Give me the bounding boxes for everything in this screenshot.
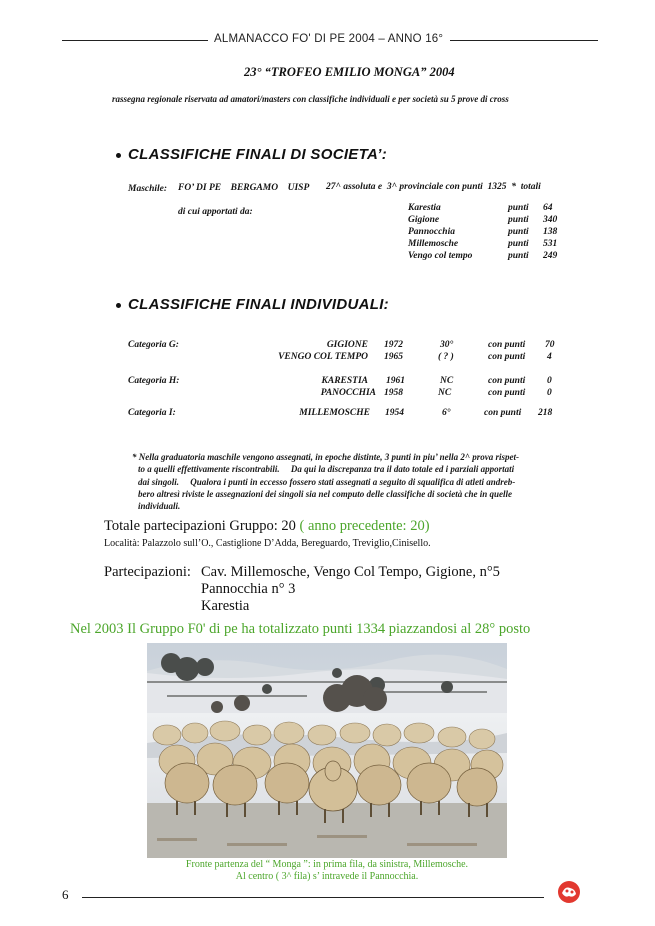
list-item [408,239,568,251]
society-heading [116,146,387,163]
row-unit: con punti [488,376,526,386]
header-rule-left [62,40,208,41]
contribution-points: 340 [543,215,558,225]
row-unit: con punti [488,352,526,362]
participations-line1: Cav. Millemosche, Vengo Col Tempo, Gigione, n°5 [201,564,500,580]
row-athlete: PANOCCHIA [320,388,376,398]
contribution-name: Gigione [408,215,440,225]
contribution-unit: punti [508,215,529,225]
contribution-name: Karestia [408,203,441,213]
contribution-points: 138 [543,227,558,237]
totals-previous: ( anno precedente: 20) [299,518,430,534]
row-place: NC [440,376,454,386]
caption-line: Al centro ( 3^ fila) s’ intravede il Pannocchia. [235,871,419,882]
row-year: 1965 [384,352,403,362]
individual-table [128,336,568,426]
trophy-subtitle: rassegna regionale riservata ad amatori/masters con classifiche individuali e per società su 5 prove di cross [112,94,509,104]
row-points: 218 [538,408,553,418]
row-points: 4 [547,352,552,362]
contribution-points: 531 [543,239,558,249]
bullet-icon [116,153,121,158]
footnote-line: dai singoli. Qualora i punti in eccesso fossero stati assegnati a seguito di squalifica di atleti andreb- [138,476,516,487]
footnote-line: individuali. [138,501,181,512]
totals-line [104,518,430,535]
footnote-line: * Nella graduatoria maschile vengono assegnati, in epoche distinte, 3 punti in piu’ nella 2^ prova rispet- [132,452,519,462]
participations-line2: Pannocchia n° 3 [201,581,296,597]
society-heading-text: CLASSIFICHE FINALI DI SOCIETA’: [128,146,388,163]
row-year: 1954 [385,408,404,418]
list-item [408,251,568,263]
table-row [128,408,568,420]
totals-text: Totale partecipazioni Gruppo: 20 [104,518,296,534]
caption-line: Fronte partenza del “ Monga ”: in prima fila, da sinistra, Millemosche. [185,859,469,870]
row-athlete: VENGO COL TEMPO [278,352,368,362]
row-points: 0 [547,376,552,386]
photo-caption [147,859,507,883]
society-label: Maschile: [128,184,168,194]
contribution-name: Vengo col tempo [408,251,473,261]
row-athlete: GIGIONE [326,340,368,350]
contribution-name: Millemosche [408,239,459,249]
contribution-name: Pannocchia [408,227,455,237]
summary-2003: Nel 2003 Il Gruppo F0' di pe ha totalizzato punti 1334 piazzandosi al 28° posto [70,621,531,637]
table-row [128,340,568,352]
row-place: 6° [442,408,451,418]
table-row [128,388,568,400]
contribution-points: 64 [543,203,553,213]
row-unit: con punti [488,340,526,350]
individual-heading [116,296,389,313]
row-place: NC [438,388,452,398]
society-result: 27^ assoluta e 3^ provinciale con punti 1325 * totali [326,182,541,192]
row-unit: con punti [488,388,526,398]
footer-rule [82,897,544,898]
contribution-points: 249 [543,251,558,261]
page-number: 6 [62,887,69,902]
individual-heading-text: CLASSIFICHE FINALI INDIVIDUALI: [128,296,389,313]
society-contrib-label: di cui apportati da: [178,207,253,217]
bullet-icon [116,303,121,308]
row-unit: con punti [484,408,522,418]
list-item [408,215,568,227]
footnote-line: to a quelli effettivamente riscontrabili. Da qui la discrepanza tra il dato totale ed i parziali apportati [138,464,515,475]
society-club: FO’ DI PE BERGAMO UISP [178,183,310,193]
club-logo-icon [556,879,582,905]
localities: Località: Palazzolo sull’O., Castiglione D’Adda, Bereguardo, Treviglio,Cinisello. [104,538,431,549]
row-place: ( ? ) [438,352,454,362]
contribution-unit: punti [508,251,529,261]
row-category: Categoria H: [128,376,180,386]
row-place: 30° [440,340,454,350]
footnote-line: bero altresì riviste le assegnazioni dei singoli sia nel computo delle classifiche di società che in quelle [138,488,512,499]
row-year: 1972 [384,340,403,350]
row-points: 70 [545,340,555,350]
header-rule-right [450,40,598,41]
sheep-photo [147,643,507,858]
table-row [128,352,568,364]
row-category: Categoria I: [128,408,176,418]
running-header: ALMANACCO FO' DI PE 2004 – ANNO 16° [214,33,444,45]
list-item [408,203,568,215]
contribution-list [408,203,568,263]
row-athlete: MILLEMOSCHE [299,408,370,418]
trophy-title: 23° “TROFEO EMILIO MONGA” 2004 [244,65,455,79]
participations-label: Partecipazioni: [104,564,191,580]
contribution-unit: punti [508,203,529,213]
row-points: 0 [547,388,552,398]
list-item [408,227,568,239]
footnote [132,451,572,512]
row-year: 1961 [386,376,405,386]
row-category: Categoria G: [128,340,179,350]
contribution-unit: punti [508,227,529,237]
row-athlete: KARESTIA [321,376,368,386]
table-row [128,376,568,388]
contribution-unit: punti [508,239,529,249]
row-year: 1958 [384,388,403,398]
participations-line3: Karestia [201,598,250,614]
